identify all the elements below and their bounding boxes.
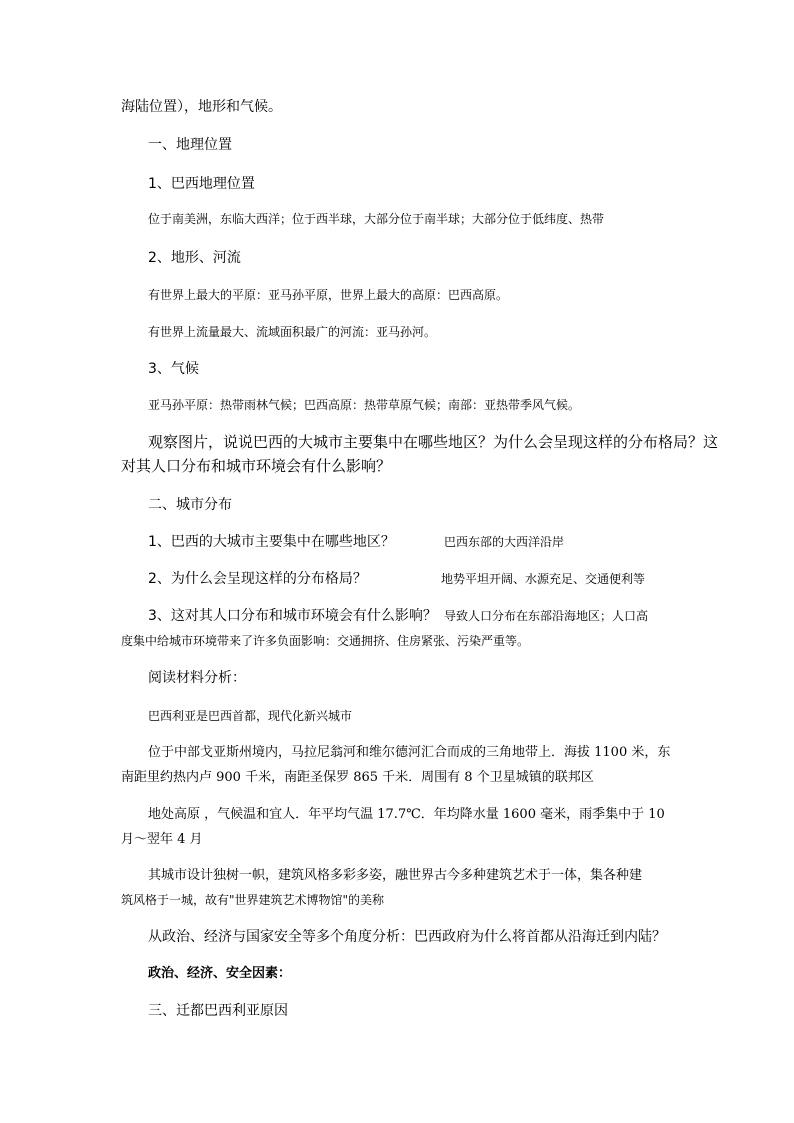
item2-text-b: 有世界上流量最大、流域面积最广的河流：亚马孙河。	[148, 325, 437, 339]
section1-title: 一、地理位置	[148, 137, 232, 153]
item3-title: 3、气候	[148, 361, 199, 377]
analysis-question: 从政治、经济与国家安全等多个角度分析：巴西政府为什么将首都从沿海迁到内陆？	[148, 929, 666, 945]
reading-paragraph-4-line1: 其城市设计独树一帜，建筑风格多彩多姿，融世界古今多种建筑艺术于一体，集各种建	[148, 868, 643, 883]
answer-3-line2: 度集中给城市环境带来了许多负面影响：交通拥挤、住房紧张、污染严重等。	[121, 634, 530, 648]
reading-paragraph-1: 巴西利亚是巴西首都，现代化新兴城市	[148, 709, 353, 723]
reading-paragraph-2-line1: 位于中部戈亚斯州境内，马拉尼翁河和维尔德河汇合而成的三角地带上．海拔 1100 米，东	[148, 745, 671, 760]
answer-1: 巴西东部的大西洋沿岸	[444, 535, 565, 549]
reading-paragraph-3-line2: 月～翌年 4 月	[121, 832, 203, 847]
section3-title: 三、迁都巴西利亚原因	[148, 1003, 288, 1019]
reading-paragraph-3-line1: 地处高原 ，气候温和宜人．年平均气温 17.7℃．年均降水量 1600 毫米，雨季集中于 10	[148, 807, 665, 822]
item3-text: 亚马孙平原：热带雨林气候；巴西高原：热带草原气候；南部：亚热带季风气候。	[148, 398, 581, 412]
reading-paragraph-4-line2: 筑风格于一城，故有"世界建筑艺术博物馆"的美称	[121, 893, 385, 907]
section2-title: 二、城市分布	[148, 497, 232, 513]
question-1: 1、巴西的大城市主要集中在哪些地区？	[148, 534, 395, 550]
item1-text: 位于南美洲，东临大西洋；位于西半球，大部分位于南半球；大部分位于低纬度、热带	[148, 212, 605, 226]
item2-text-a: 有世界上最大的平原：亚马孙平原，世界上最大的高原：巴西高原。	[148, 288, 509, 302]
analysis-factors: 政治、经济、安全因素：	[148, 966, 292, 981]
reading-title: 阅读材料分析：	[148, 670, 246, 686]
observe-question-line2: 对其人口分布和城市环境会有什么影响？	[121, 457, 392, 475]
item2-title: 2、地形、河流	[148, 250, 241, 266]
question-2: 2、为什么会呈现这样的分布格局？	[148, 571, 367, 587]
reading-paragraph-2-line2: 南距里约热内卢 900 千米，南距圣保罗 865 千米．周围有 8 个卫星城镇的联邦区	[121, 770, 594, 785]
item1-title: 1、巴西地理位置	[148, 176, 255, 192]
answer-2: 地势平坦开阔、水源充足、交通便利等	[441, 572, 646, 586]
observe-question-line1: 观察图片，说说巴西的大城市主要集中在哪些地区？为什么会呈现这样的分布格局？这	[148, 433, 719, 451]
intro-tail: 海陆位置），地形和气候。	[121, 99, 282, 115]
question-3: 3、这对其人口分布和城市环境会有什么影响？	[148, 608, 437, 624]
answer-3-line1: 导致人口分布在东部沿海地区；人口高	[444, 609, 649, 623]
